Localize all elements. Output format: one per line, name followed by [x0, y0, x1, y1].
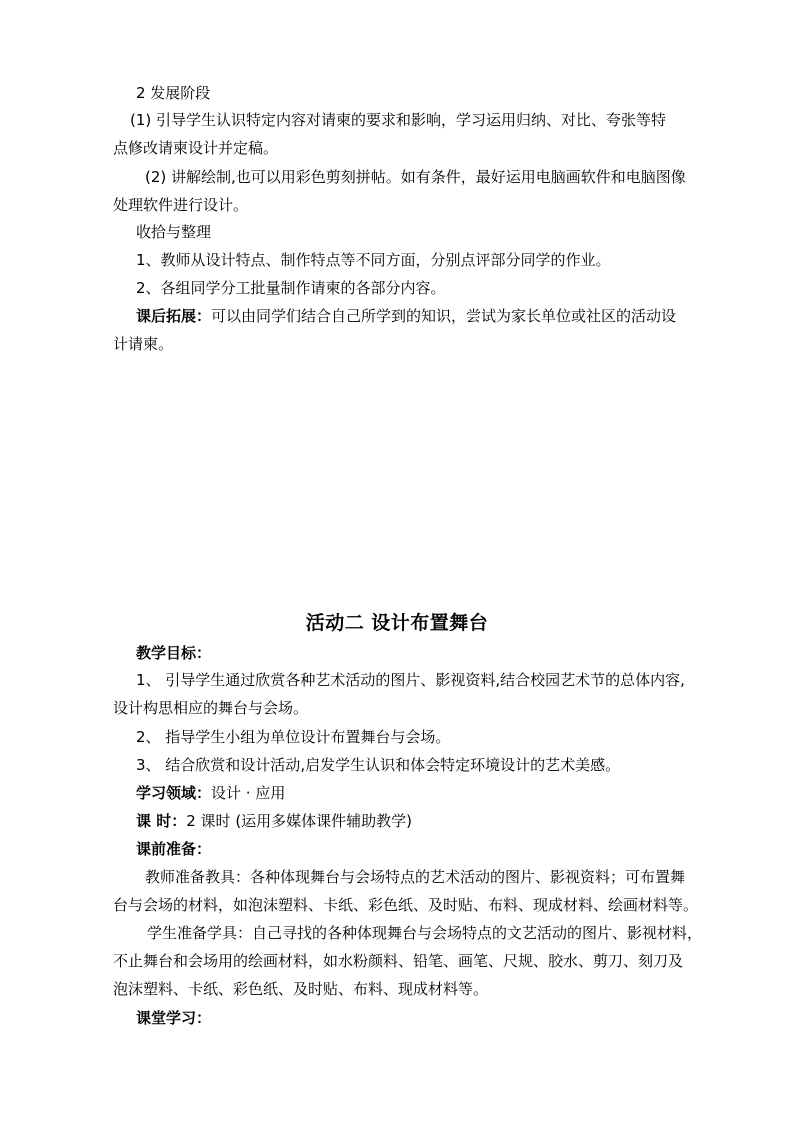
domain-line — [136, 783, 285, 803]
extension-label: 课后拓展： — [136, 307, 212, 325]
wrapup-heading: 收拾与整理 — [136, 223, 212, 241]
domain-value: 设计 · 应用 — [211, 784, 286, 802]
goal3: 3、 结合欣赏和设计活动,启发学生认识和体会特定环境设计的艺术美感。 — [136, 756, 621, 774]
extension-line2: 计请柬。 — [113, 335, 174, 353]
teacher-prep-line2: 台与会场的材料，如泡沫塑料、卡纸、彩色纸、及时贴、布料、现成材料、绘画材料等。 — [113, 896, 699, 914]
hours-line — [136, 811, 412, 831]
class-label: 课堂学习： — [136, 1009, 212, 1027]
item2-line2: 处理软件进行设计。 — [113, 196, 249, 214]
goal2: 2、 指导学生小组为单位设计布置舞台与会场。 — [136, 728, 451, 746]
hours-label: 课 时： — [136, 812, 187, 830]
item1-line2: 点修改请柬设计并定稿。 — [113, 139, 279, 157]
wrapup-item-2: 2、各组同学分工批量制作请柬的各部分内容。 — [136, 279, 446, 297]
stage-heading: 2 发展阶段 — [136, 84, 211, 102]
item2-line1: (2) 讲解绘制,也可以用彩色剪刻拼帖。如有条件，最好运用电脑画软件和电脑图像 — [145, 168, 686, 186]
domain-label: 学习领域： — [136, 784, 212, 802]
prep-label: 课前准备： — [136, 840, 212, 858]
section-title: 活动二 设计布置舞台 — [305, 612, 489, 634]
student-prep-line2: 不止舞台和会场用的绘画材料，如水粉颜料、铅笔、画笔、尺规、胶水、剪刀、刻刀及 — [113, 952, 684, 970]
hours-value: 2 课时 (运用多媒体课件辅助教学) — [186, 812, 413, 830]
extension-text: 可以由同学们结合自己所学到的知识，尝试为家长单位或社区的活动设 — [211, 307, 677, 325]
extension-line1 — [136, 306, 676, 326]
goal1-line2: 设计构思相应的舞台与会场。 — [113, 699, 309, 717]
wrapup-item-1: 1、教师从设计特点、制作特点等不同方面，分别点评部分同学的作业。 — [136, 251, 611, 269]
goal1-line1: 1、 引导学生通过欣赏各种艺术活动的图片、影视资料,结合校园艺术节的总体内容, — [136, 671, 685, 689]
student-prep-line3: 泡沫塑料、卡纸、彩色纸、及时贴、布料、现成材料等。 — [113, 980, 489, 998]
student-prep-line1: 学生准备学具：自己寻找的各种体现舞台与会场特点的文艺活动的图片、影视材料， — [147, 924, 703, 942]
item1-line1: (1) 引导学生认识特定内容对请柬的要求和影响，学习运用归纳、对比、夸张等特 — [130, 111, 667, 129]
teacher-prep-line1: 教师准备教具：各种体现舞台与会场特点的艺术活动的图片、影视资料；可布置舞 — [145, 868, 686, 886]
goals-label: 教学目标： — [136, 644, 212, 662]
